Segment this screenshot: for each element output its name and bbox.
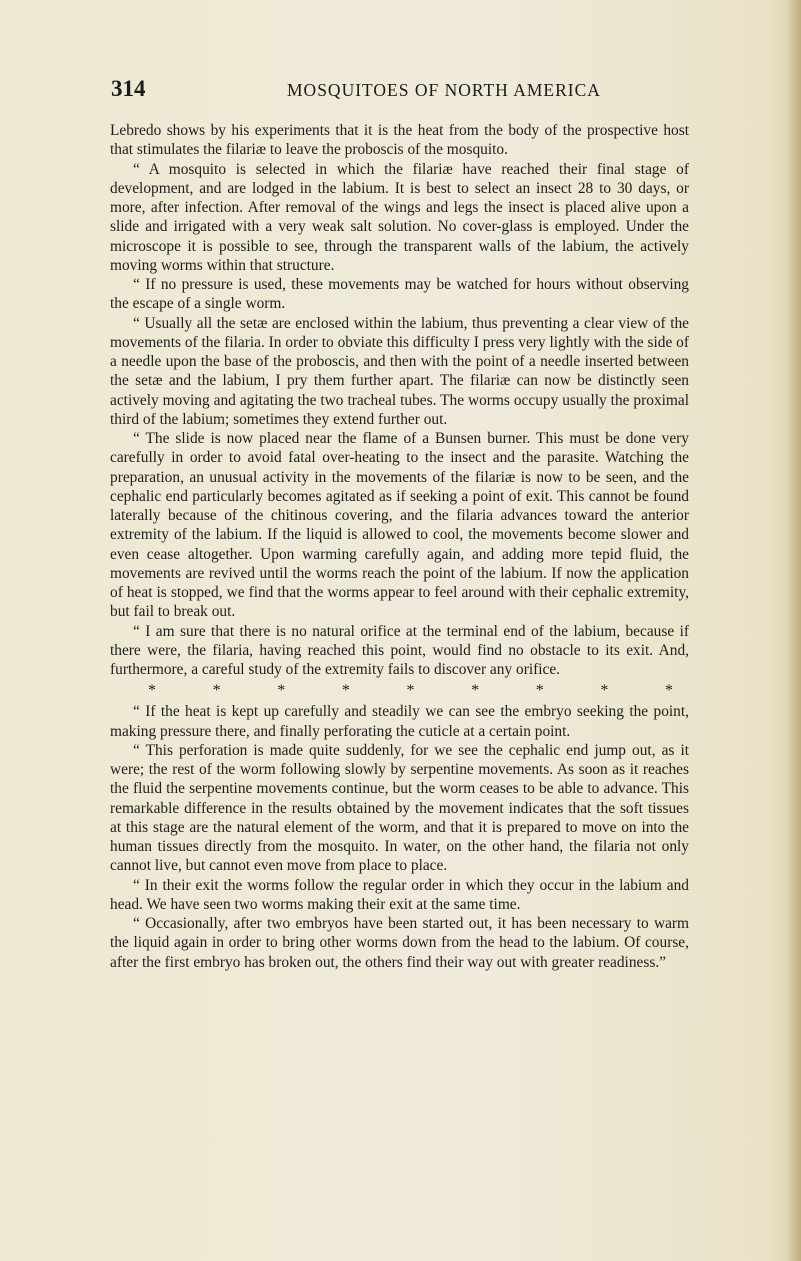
running-head: MOSQUITOES OF NORTH AMERICA bbox=[287, 80, 601, 100]
asterisk: * bbox=[406, 682, 415, 700]
body-text bbox=[110, 121, 689, 972]
asterisk: * bbox=[535, 682, 544, 700]
asterisk: * bbox=[341, 682, 350, 700]
asterisk: * bbox=[148, 682, 156, 700]
paragraph: “ I am sure that there is no natural orifice at the terminal end of the labium, because if there were, the filaria, having reached this point, would find no obstacle to its exit. And, furthermore, a careful study of the extremity fails to discover any orifice. bbox=[110, 622, 689, 678]
paragraph: “ If no pressure is used, these movements may be watched for hours without observing the escape of a single worm. bbox=[110, 276, 689, 313]
paragraph: “ The slide is now placed near the flame of a Bunsen burner. This must be done very carefully in order to avoid fatal over-heating to the insect and the parasite. Watching the preparation, an unusual activity in the movements of the filariæ is now to be seen, and the cephalic end particularly becomes agitated as if seeking a point of exit. This cannot be found laterally because of the chitinous covering, and the filaria advances toward the anterior extremity of the labium. If the liquid is allowed to cool, the movements become slower and even cease altogether. Upon warming carefully again, and adding more tepid fluid, the movements are revived until the worms reach the point of the labium. If now the application of heat is stopped, we find that the worms appear to feel around with their cephalic extremity, but fail to break out. bbox=[110, 430, 689, 621]
paragraph: “ This perforation is made quite suddenly, for we see the cephalic end jump out, as it were; the rest of the worm following slowly by serpentine movements. As soon as it reaches the fluid the serpentine movements continue, but the worm ceases to be able to advance. This remarkable difference in the results obtained by the movement indicates that the soft tissues at this stage are the natural element of the worm, and that it is prepared to move on into the human tissues directly from the mosquito. In water, on the other hand, the filaria not only cannot live, but cannot even move from place to place. bbox=[110, 741, 689, 875]
asterisk: * bbox=[471, 682, 480, 700]
asterisk: * bbox=[600, 682, 609, 700]
paragraph: “ In their exit the worms follow the regular order in which they occur in the labium and head. We have seen two worms making their exit at the same time. bbox=[110, 876, 689, 913]
paragraph: “ Occasionally, after two embryos have been started out, it has been necessary to warm the liquid again in order to bring other worms down from the head to the labium. Of course, after the first embryo has broken out, the others find their way out with greater readiness.” bbox=[110, 915, 689, 971]
paragraph: “ If the heat is kept up carefully and steadily we can see the embryo seeking the point, making pressure there, and finally perforating the cuticle at a certain point. bbox=[110, 703, 689, 740]
asterisk: * bbox=[277, 682, 286, 700]
paragraph: Lebredo shows by his experiments that it is the heat from the body of the prospective host that stimulates the filariæ to leave the proboscis of the mosquito. bbox=[110, 122, 689, 159]
asterisk: * bbox=[212, 682, 221, 700]
asterisk: * bbox=[665, 682, 673, 700]
paragraph: “ A mosquito is selected in which the filariæ have reached their final stage of development, and are lodged in the labium. It is best to select an insect 28 to 30 days, or more, after infection. After removal of the wings and legs the insect is placed alive upon a slide and irrigated with a very weak salt solution. No cover-glass is employed. Under the microscope it is possible to see, through the transparent walls of the labium, the actively moving worms within that structure. bbox=[110, 160, 689, 274]
paragraph: “ Usually all the setæ are enclosed within the labium, thus preventing a clear view of the movements of the filaria. In order to obviate this difficulty I press very lightly with the side of a needle upon the base of the proboscis, and then with the point of a needle inserted between the setæ and the labium, I pry them further apart. The filariæ can now be distinctly seen actively moving and agitating the two tracheal tubes. The worms occupy usually the proximal third of the labium; sometimes they extend further out. bbox=[110, 314, 689, 428]
asterisk-separator bbox=[110, 681, 689, 698]
page-number: 314 bbox=[111, 76, 146, 101]
page-edge-shadow bbox=[787, 0, 801, 1261]
page-header bbox=[111, 76, 711, 106]
